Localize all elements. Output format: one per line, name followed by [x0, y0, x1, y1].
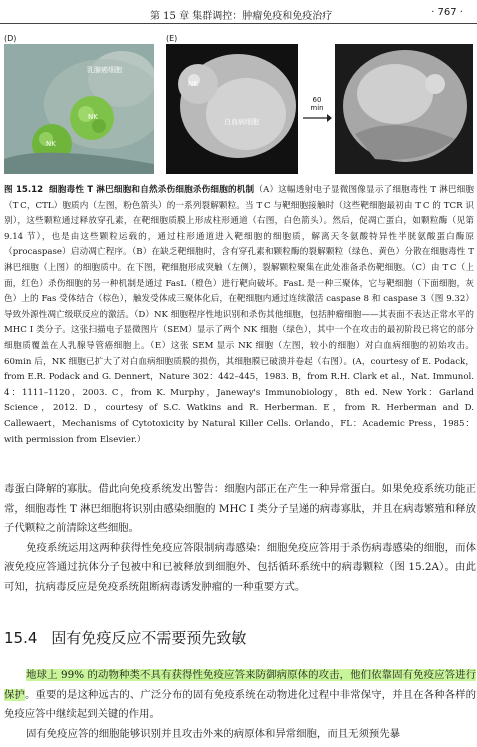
- body-paragraphs-top: [4, 480, 476, 597]
- nk-leukemia-initial-micrograph: [166, 44, 298, 174]
- highlighted-sentence: 地球上 99% 的动物种类不具有获得性免疫应答来防御病原体的攻击，他们依靠固有免疫应答进行保护: [4, 669, 476, 701]
- label-leukemia-cell: 白血病细胞: [224, 118, 259, 126]
- figure-number: 图 15.12: [4, 185, 44, 195]
- sem-image-panel-d: [4, 44, 154, 174]
- page-number: · 767 ·: [431, 7, 463, 18]
- label-nk-cell-e: NK: [188, 80, 198, 88]
- section-heading: [4, 627, 246, 648]
- body-paragraph-1: 毒蛋白降解的寡肽。借此向免疫系统发出警告：细胞内部正在产生一种异常蛋白。如果免疫系统功能正常，细胞毒性 T 淋巴细胞将识别由感染细胞的 MHC Ⅰ 类分子呈递的病毒寡肽，并且在病毒繁殖和释放子代颗粒之前清除这些细胞。: [4, 483, 476, 534]
- time-arrow: [301, 96, 333, 124]
- section-title: 固有免疫反应不需要预先致敏: [51, 629, 247, 647]
- label-nk-cell-1: NK: [88, 113, 98, 121]
- body-paragraph-2: 免疫系统运用这两种获得性免疫应答限制病毒感染：细胞免疫应答用于杀伤病毒感染的细胞，而体液免疫应答通过抗体分子包被中和已被释放到细胞外、包括循环系统中的病毒颗粒（图 15.2A）。由此可知，抗病毒反应是免疫系统阻断病毒诱发肿瘤的一种重要方式。: [4, 541, 476, 593]
- body-paragraph-4-wrap: [4, 725, 476, 745]
- caption-text: （A）这幅透射电子显微图像显示了细胞毒性 T 淋巴细胞（T C，CTL）胞质内（左图，粉色箭头）的一系列裂解颗粒。当 T C 与靶细胞接触时（这些靶细胞最初由 T C 的 TCR 识别），这些颗粒通过释放穿孔素，在靶细胞质膜上形成柱形通道（右图，白色箭头）。然后，促凋亡蛋白，如颗粒酶（见第 9.14 节），也是由这些颗粒运载的，通过柱形通道进入靶细胞的细胞质，解离天冬氨酸特异性半胱氨酸蛋白酶原（procaspase）启动凋亡程序。（B）在缺乏靶细胞时，含有穿孔素和颗粒酶的裂解颗粒（绿色、黄色）分散在细胞毒性 T 淋巴细胞（上图）的细胞质中。在下图，靶细胞形成突触（左侧），裂解颗粒聚集在此处准备杀伤靶细胞。（C）由 T C（上面，红色）杀伤细胞的另一种机制是通过 FasL（橙色）进行靶向破坏。FasL 是一种三聚体，它与靶细胞（下面细胞，灰色）上的 Fas 受体结合（棕色），触发受体成三聚体化后，在靶细胞内通过连续激活 caspase 8 和 caspase 3（图 9.32）导致外源性凋亡级联反应的激活。（D）NK 细胞程序性地识别和杀伤其他细胞，包括肿瘤细胞——其表面不表达正常水平的 MHC Ⅰ 类分子。这张扫描电子显微图片（SEM）显示了两个 NK 细胞（绿色），其中一个在攻击的最初阶段已将它的部分细胞质覆盖在人乳腺导管癌细胞上。（E）这张 SEM 显示 NK 细胞（左图，较小的细胞）对白血病细胞的初始攻击。60min 后，NK 细胞已扩大了对白血病细胞质膜的损伤，其细胞膜已破溃并卷起（右图）。(A，courtesy of E. Podack，from E.R. Podack and G. Dennert，Nature 302：442–445，1983. B，from R.H. Clark et al.，Nat. Immunol. 4：1111–1120，2003. C，from K. Murphy，Janeway's Immunobiology，8th ed. New York：Garland Science，2012. D，courtesy of S.C. Watkins and R. Herberman. E，from R. Herberman and D. Callewaert，Mechanisms of Cytotoxicity by Natural Killer Cells. Orlando，FL：Academic Press，1985：with permission from Elsevier.）: [4, 185, 474, 445]
- body-paragraph-2-wrap: [4, 539, 476, 598]
- label-breast-cancer-cell: 乳腺癌细胞: [87, 66, 122, 74]
- nk-leukemia-60min-micrograph: [335, 44, 473, 174]
- figure-title: 细胞毒性 T 淋巴细胞和自然杀伤细胞杀伤细胞的机制: [48, 185, 255, 195]
- body-paragraphs-bottom: [4, 666, 476, 744]
- paragraph-3-rest: 。重要的是这种远古的、广泛分布的固有免疫系统在动物进化过程中非常保守，并且在各种各样的免疫应答中继续起到关键的作用。: [4, 688, 476, 720]
- right-arrow-icon: [301, 113, 333, 123]
- nk-cells-breast-cancer-micrograph: [4, 44, 154, 174]
- sem-image-panel-e-left: [166, 44, 298, 174]
- chapter-title: 第 15 章 集群调控：肿瘤免疫和免疫治疗: [150, 11, 333, 22]
- body-paragraph-4: 固有免疫应答的细胞能够识别并且攻击外来的病原体和异常细胞，而且无须预先暴: [26, 727, 401, 740]
- panel-label-d: (D): [4, 34, 17, 43]
- figure-15-12-images: [4, 34, 473, 174]
- page-header: [0, 0, 477, 24]
- body-paragraph-3: [4, 666, 476, 725]
- figure-caption: [4, 183, 474, 448]
- time-value: 60: [312, 96, 322, 104]
- label-nk-cell-2: NK: [46, 140, 56, 148]
- time-unit: min: [310, 104, 324, 112]
- panel-label-e: (E): [166, 34, 178, 43]
- section-number: 15.4: [4, 629, 38, 647]
- sem-image-panel-e-right: [335, 44, 473, 174]
